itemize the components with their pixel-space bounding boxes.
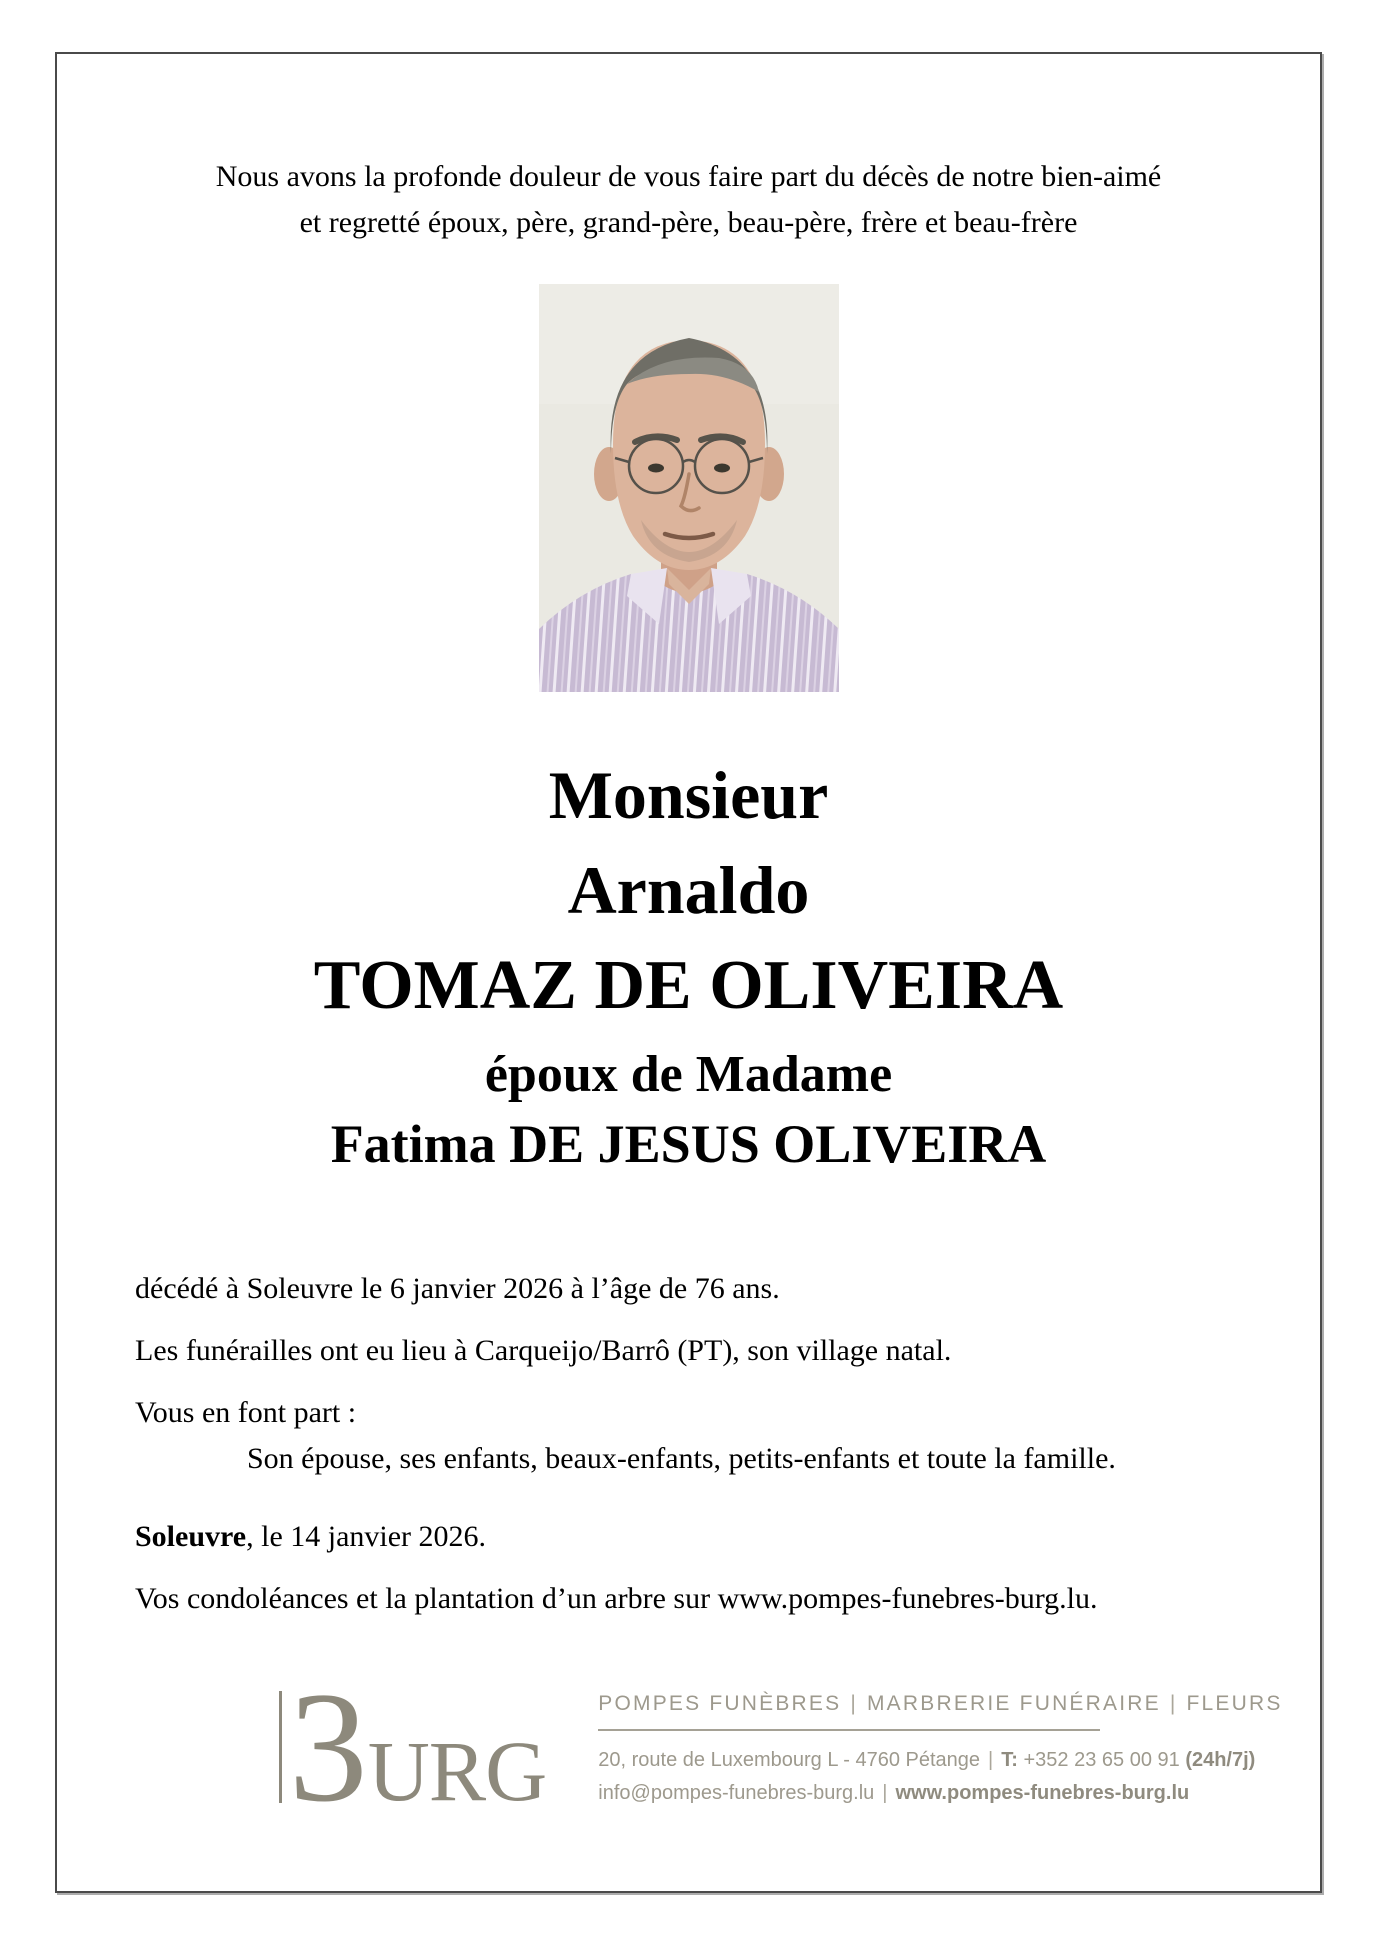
service-marbrerie: MARBRERIE FUNÉRAIRE [866, 1691, 1161, 1715]
services-tagline [598, 1691, 1283, 1716]
address-separator: | [988, 1748, 994, 1771]
announcement-body [135, 1269, 1242, 1619]
service-fleurs: FLEURS [1186, 1691, 1283, 1715]
contact-separator: | [882, 1781, 888, 1804]
street-address: 20, route de Luxembourg L - 4760 Pétange [598, 1748, 981, 1771]
service-pompes-funebres: POMPES FUNÈBRES [598, 1691, 842, 1715]
portrait-illustration [539, 284, 839, 692]
tagline-separator: | [850, 1691, 858, 1715]
condolences-line: Vos condoléances et la plantation d’un arbre sur www.pompes-funebres-burg.lu. [135, 1582, 1098, 1615]
place-date-line [135, 1517, 1242, 1557]
deceased-last-name: TOMAZ DE OLIVEIRA [313, 947, 1064, 1024]
date-text: , le 14 janvier 2026. [246, 1520, 487, 1553]
footer-address-line [598, 1748, 1256, 1772]
deceased-title: Monsieur [548, 757, 829, 833]
deceased-photo [539, 284, 839, 692]
place-name: Soleuvre [135, 1520, 247, 1553]
burg-logo-icon [277, 1660, 547, 1836]
deceased-name-block [57, 748, 1320, 1177]
phone-label: T: [1001, 1748, 1018, 1771]
logo-letters-urg: URG [367, 1723, 547, 1820]
announcement-intro-line: Vous en font part : [135, 1396, 357, 1429]
deceased-first-name: Arnaldo [567, 852, 810, 928]
intro-line-2: et regretté époux, père, grand-père, beau-père, frère et beau-frère [299, 206, 1078, 239]
spouse-intro: époux de Madame [484, 1046, 893, 1103]
footer-divider [598, 1729, 1100, 1731]
funeral-info-line: Les funérailles ont eu lieu à Carqueijo/Barrô (PT), son village natal. [135, 1334, 952, 1367]
funeral-home-info [598, 1691, 1283, 1805]
tagline-separator: | [1169, 1691, 1178, 1715]
page-content [57, 54, 1320, 1891]
spouse-name: Fatima DE JESUS OLIVEIRA [330, 1114, 1047, 1174]
intro-line-1: Nous avons la profonde douleur de vous faire part du décès de notre bien-aimé [215, 160, 1162, 193]
logo-mark-b: 3 [288, 1660, 368, 1836]
website-url: www.pompes-funebres-burg.lu [895, 1781, 1190, 1804]
email-address: info@pompes-funebres-burg.lu [598, 1781, 875, 1804]
phone-number: +352 23 65 00 91 [1023, 1748, 1180, 1771]
death-info-line: décédé à Soleuvre le 6 janvier 2026 à l’âge de 76 ans. [135, 1272, 780, 1305]
footer-contact-line [598, 1781, 1190, 1805]
logo-vertical-bar [279, 1691, 282, 1803]
intro-text [57, 154, 1320, 246]
announcement-family-line: Son épouse, ses enfants, beaux-enfants, petits-enfants et toute la famille. [247, 1442, 1116, 1475]
phone-hours: (24h/7j) [1185, 1748, 1256, 1771]
funeral-home-footer [57, 1660, 1320, 1836]
